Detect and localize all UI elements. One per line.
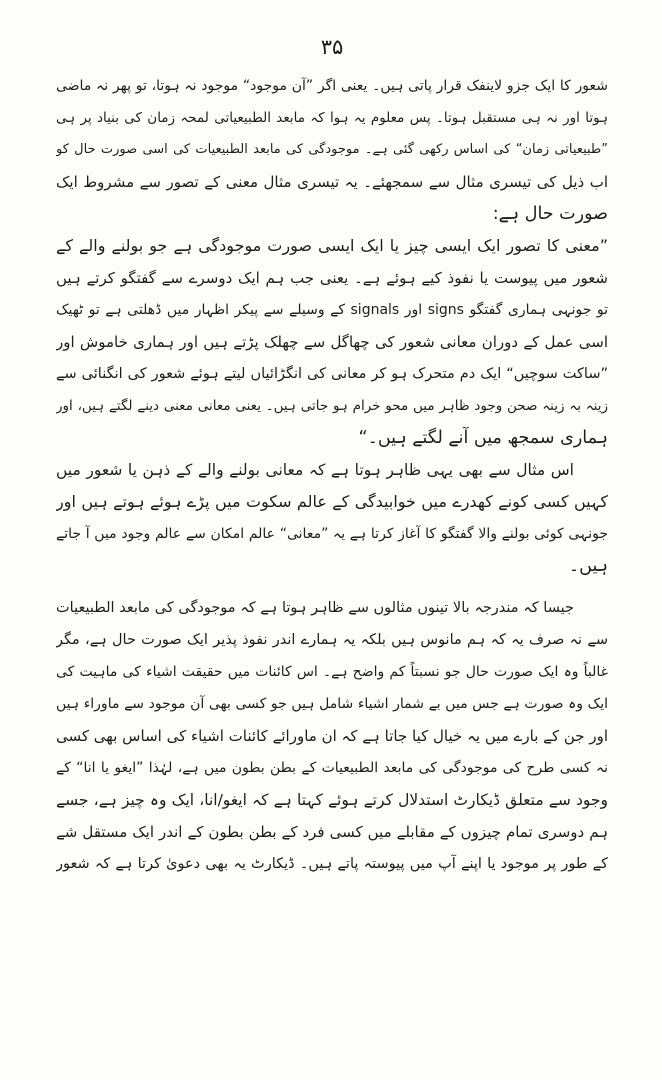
text-line: کہیں کسی کونے کھدرے میں خوابیدگی کے عالم سکوت میں پڑے ہوئے ہوتے ہیں اور <box>56 492 608 511</box>
quote-line: ”معنی کا تصور ایک ایسی چیز یا ایک ایسی صورت موجودگی ہے جو بولنے والے کے <box>56 236 608 255</box>
text-line: اب ذیل کی تیسری مثال سے سمجھئے۔ یہ تیسری مثال معنی کے تصور سے مشروط ایک <box>56 173 608 191</box>
quote-line: زینہ بہ زینہ صحن وجود ظاہر میں محو خرام ہو جاتی ہیں۔ یعنی معانی معنی دینے لگتے ہیں، اور <box>56 398 608 414</box>
text-line: نہ کسی طرح کی موجودگی کی مابعد الطبیعیات کے بطن بطون میں ہے، لہٰذا ”ایغو یا انا“ کے <box>56 760 608 776</box>
page-number: ۳۵ <box>320 35 344 59</box>
quote-line: ہماری سمجھ میں آنے لگتے ہیں۔“ <box>358 428 608 448</box>
text-line: جونہی کوئی بولنے والا گفتگو کا آغاز کرتا ہے یہ ”معانی“ عالم امکان سے عالم وجود میں آ جاتے <box>56 526 608 542</box>
text-line: ”طبیعیاتی زمان“ کی اساس رکھی گئی ہے۔ موجودگی کی مابعد الطبیعیات کی اسی صورت حال کو <box>56 142 608 157</box>
text-line: کے طور پر موجود یا اپنے آپ میں پیوستہ پاتے ہیں۔ ڈیکارٹ یہ بھی دعویٰ کرتا ہے کہ شعور <box>56 856 608 872</box>
text-line: ہم دوسری تمام چیزوں کے مقابلے میں کسی فرد کے بطن بطون کے اندر ایک مستقل شے <box>56 823 608 841</box>
text-line: ایک وہ صورت ہے جس میں بے شمار اشیاء شامل ہیں جو کسی بھی آن موجود سے ماوراء ہیں <box>56 696 608 712</box>
body-text <box>56 70 608 880</box>
text-line: اس مثال سے بھی یہی ظاہر ہوتا ہے کہ معانی بولنے والے کے ذہن یا شعور میں <box>56 461 574 479</box>
quote-line: اسی عمل کے دوران معانی شعور کی چھاگل سے چھلک پڑتے ہیں اور ہماری خاموش اور <box>56 333 608 351</box>
text-line: ہیں۔ <box>568 556 608 576</box>
text-line: شعور کا ایک جزو لاینفک قرار پاتی ہیں۔ یعنی اگر ”آن موجود“ موجود نہ ہوتا، تو پھر نہ ماضی <box>56 78 608 94</box>
quote-line: شعور میں پیوست یا نفوذ کیے ہوئے ہے۔ یعنی جب ہم ایک دوسرے سے گفتگو کرتے ہیں <box>56 269 608 287</box>
text-line: سے نہ صرف یہ کہ ہم مانوس ہیں بلکہ یہ ہمارے اندر نفوذ پذیر ایک صورت حال ہے، مگر <box>56 632 608 648</box>
text-line: غالباً وہ ایک صورت حال جو نسبتاً کم واضح ہے۔ اس کائنات میں حقیقت اشیاء کی ماہیت کی <box>56 664 608 680</box>
text-line: صورت حال ہے: <box>492 204 608 224</box>
text-line: ہوتا اور نہ ہی مستقبل ہوتا۔ پس معلوم یہ ہوا کہ مابعد الطبیعیاتی لمحہ زمان کی بنیاد پر ہی <box>56 110 608 126</box>
text-line: جیسا کہ مندرجہ بالا تینوں مثالوں سے ظاہر ہوتا ہے کہ موجودگی کی مابعد الطبیعیات <box>56 600 574 616</box>
text-line: اور جن کے بارے میں یہ خیال کیا جاتا ہے کہ ان ماورائے کائنات اشیاء کی اساس بھی کسی <box>56 727 608 745</box>
text-line: وجود سے متعلق ڈیکارٹ استدلال کرتے ہوئے کہتا ہے کہ ایغو/انا، ایک وہ چیز ہے، جسے <box>56 791 608 809</box>
quote-line: تو جونہی ہماری گفتگو signs اور signals کے وسیلے سے پیکر اظہار میں ڈھلتی ہے تو ٹھیک <box>56 302 608 318</box>
quote-line: ”ساکت سوچیں“ ایک دم متحرک ہو کر معانی کی انگڑائیاں لیتے ہوئے شعور کی انگنائی سے <box>56 366 608 382</box>
